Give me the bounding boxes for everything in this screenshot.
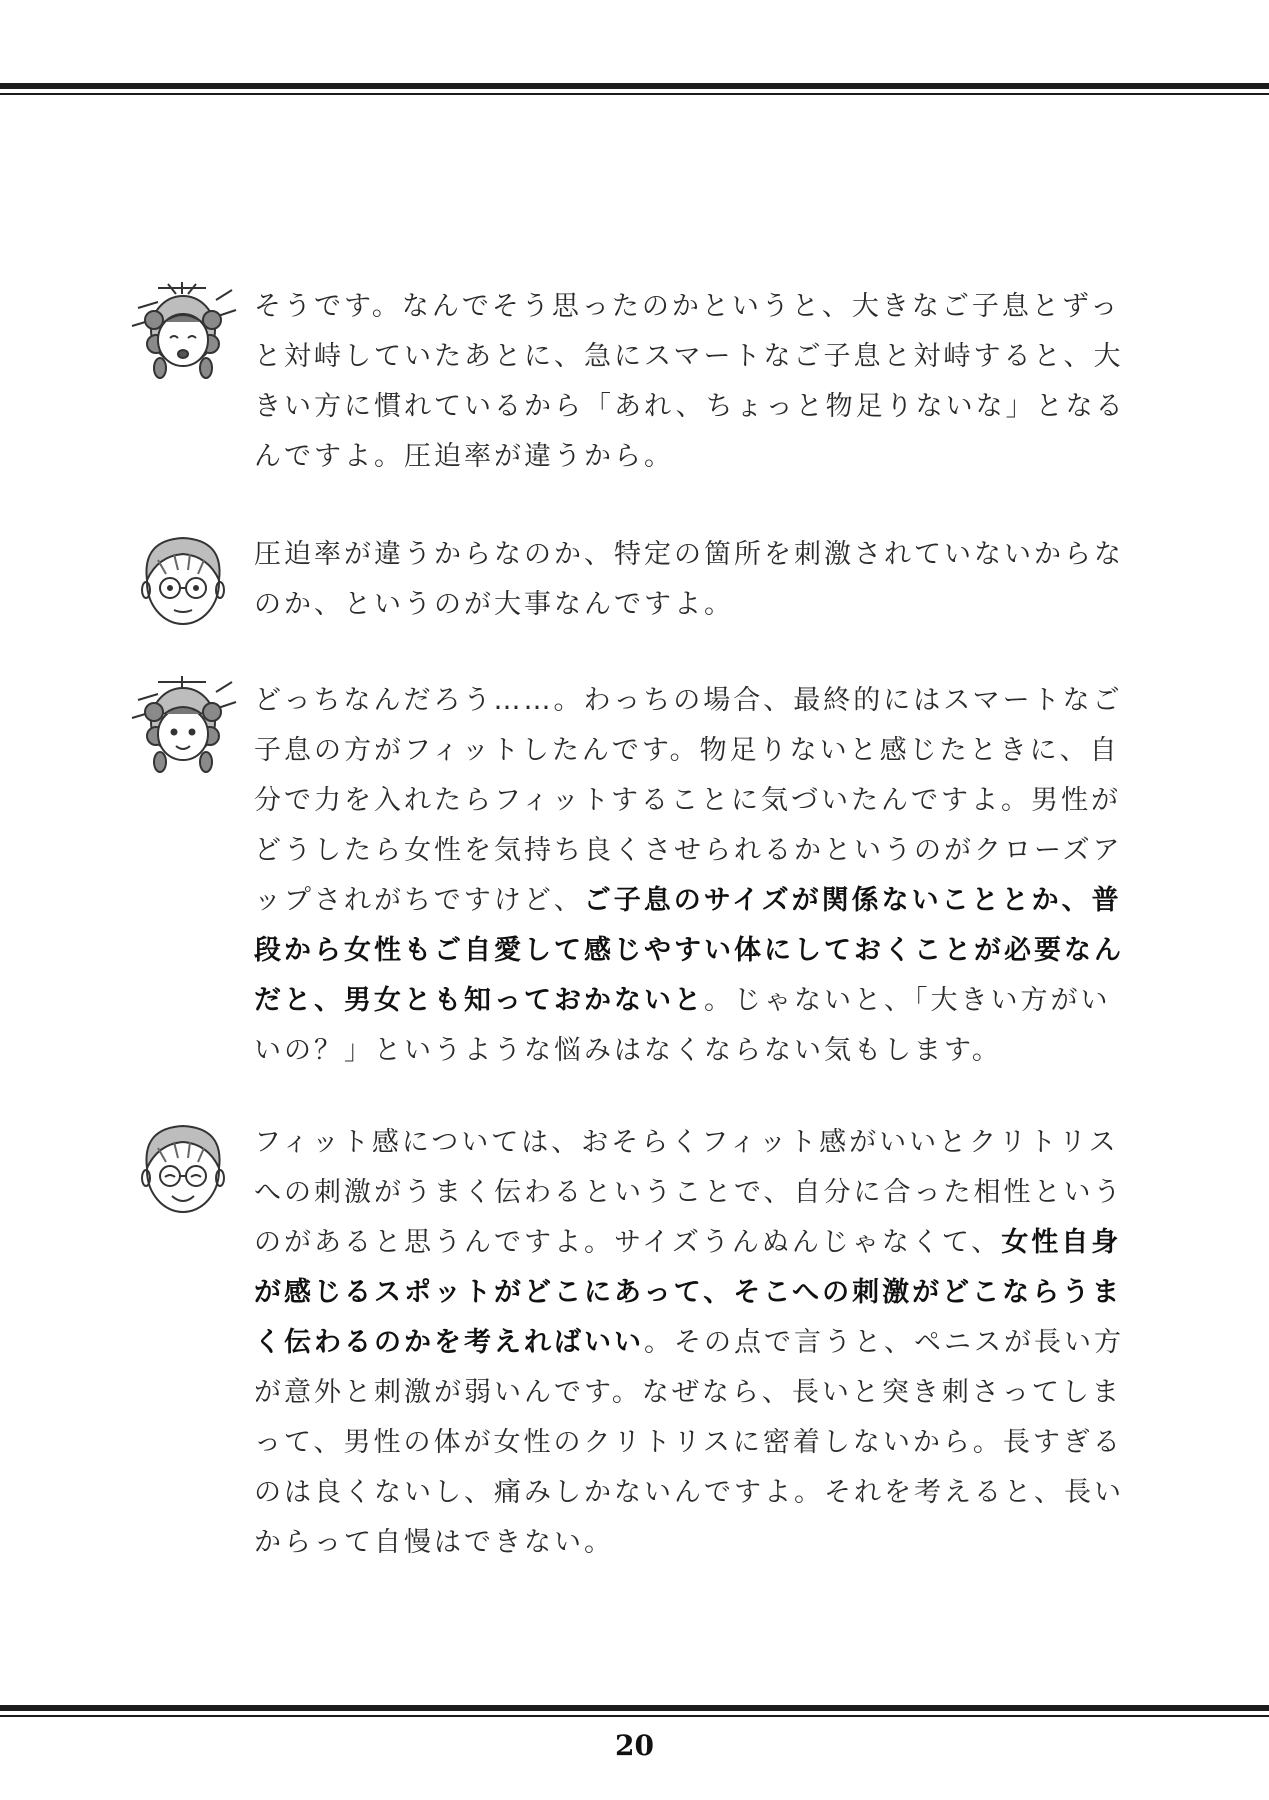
top-divider xyxy=(0,83,1269,95)
woman-with-hair-rollers-eyes-closed-icon xyxy=(128,282,238,382)
dialogue-text: どっちなんだろう……。わっちの場合、最終的にはスマートなご子息の方がフィットしたんです。物足りないと感じたときに、自分で力を入れたらフィットすることに気づいたんですよ。男性がどうしたら女性を気持ち良くさせられるかというのがクローズアップされがちですけど、ご子息のサイズが関係ないこととか、普段から女性もご自愛して感じやすい体にしておくことが必要なんだと、男女とも知っておかないと。じゃないと、「大きい方がいいの？」というような悩みはなくならない気もします。 xyxy=(254,685,1124,1066)
dialogue-text: 圧迫率が違うからなのか、特定の箇所を刺激されていないからなのか、というのが大事なんですよ。 xyxy=(254,539,1124,620)
man-with-glasses-icon xyxy=(128,530,238,630)
bottom-divider xyxy=(0,1705,1269,1717)
dialogue-text: フィット感については、おそらくフィット感がいいとクリトリスへの刺激がうまく伝わるということで、自分に合った相性というのがあると思うんですよ。サイズうんぬんじゃなくて、女性自身が感じるスポットがどこにあって、そこへの刺激がどこならうまく伝わるのかを考えればいい。その点で言うと、ペニスが長い方が意外と刺激が弱いんです。なぜなら、長いと突き刺さってしまって、男性の体が女性のクリトリスに密着しないから。長すぎるのは良くないし、痛みしかないんですよ。それを考えると、長いからって自慢はできない。 xyxy=(254,1127,1124,1558)
dialogue-text: そうです。なんでそう思ったのかというと、大きなご子息とずっと対峙していたあとに、急にスマートなご子息と対峙すると、大きい方に慣れているから「あれ、ちょっと物足りないな」となるんですよ。圧迫率が違うから。 xyxy=(254,291,1126,472)
man-with-glasses-smiling-icon xyxy=(128,1118,238,1218)
woman-with-hair-rollers-smiling-icon xyxy=(128,676,238,776)
page-number: 20 xyxy=(615,1729,654,1762)
